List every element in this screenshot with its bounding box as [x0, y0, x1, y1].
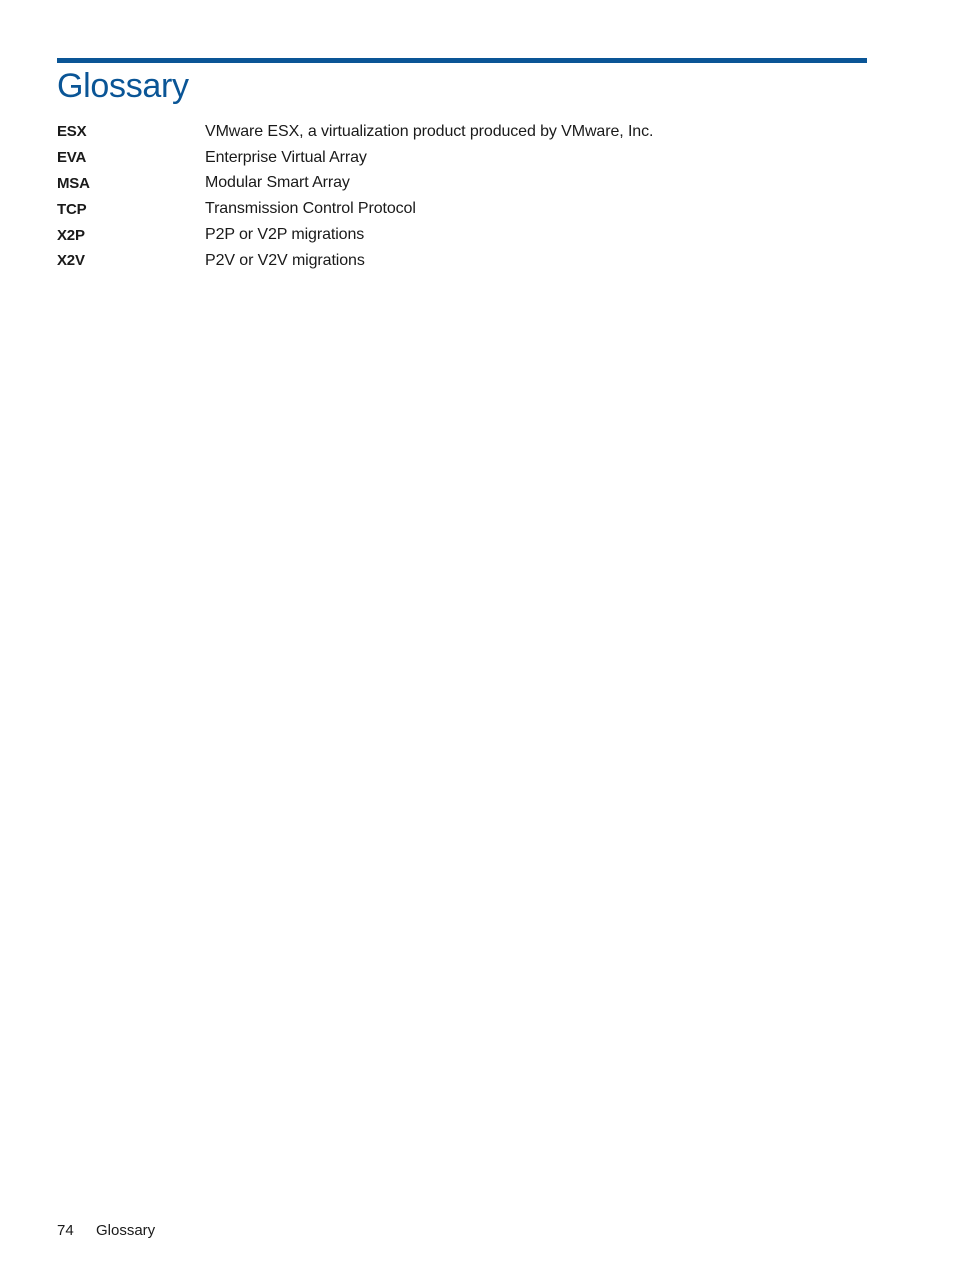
- glossary-definition: Transmission Control Protocol: [205, 200, 416, 218]
- glossary-definition: Modular Smart Array: [205, 174, 350, 192]
- glossary-entry: [57, 222, 857, 248]
- page-number: 74: [57, 1222, 74, 1239]
- glossary-entry: [57, 171, 857, 197]
- glossary-definition: Enterprise Virtual Array: [205, 148, 367, 166]
- footer-section-title: Glossary: [96, 1222, 156, 1239]
- glossary-list: [57, 119, 857, 274]
- glossary-term: TCP: [57, 200, 87, 218]
- glossary-definition: P2P or V2P migrations: [205, 226, 365, 244]
- glossary-entry: [57, 248, 857, 274]
- glossary-term: X2P: [57, 226, 85, 244]
- glossary-term: MSA: [57, 174, 90, 192]
- page-title: Glossary: [57, 67, 189, 105]
- glossary-definition: VMware ESX, a virtualization product produced by VMware, Inc.: [205, 122, 654, 140]
- glossary-term: X2V: [57, 252, 85, 270]
- glossary-entry: [57, 119, 857, 145]
- glossary-term: EVA: [57, 149, 87, 167]
- glossary-entry: [57, 196, 857, 222]
- glossary-definition: P2V or V2V migrations: [205, 251, 365, 269]
- title-rule: [57, 58, 867, 63]
- glossary-entry: [57, 145, 857, 171]
- page-footer: [57, 1221, 155, 1241]
- glossary-term: ESX: [57, 123, 87, 141]
